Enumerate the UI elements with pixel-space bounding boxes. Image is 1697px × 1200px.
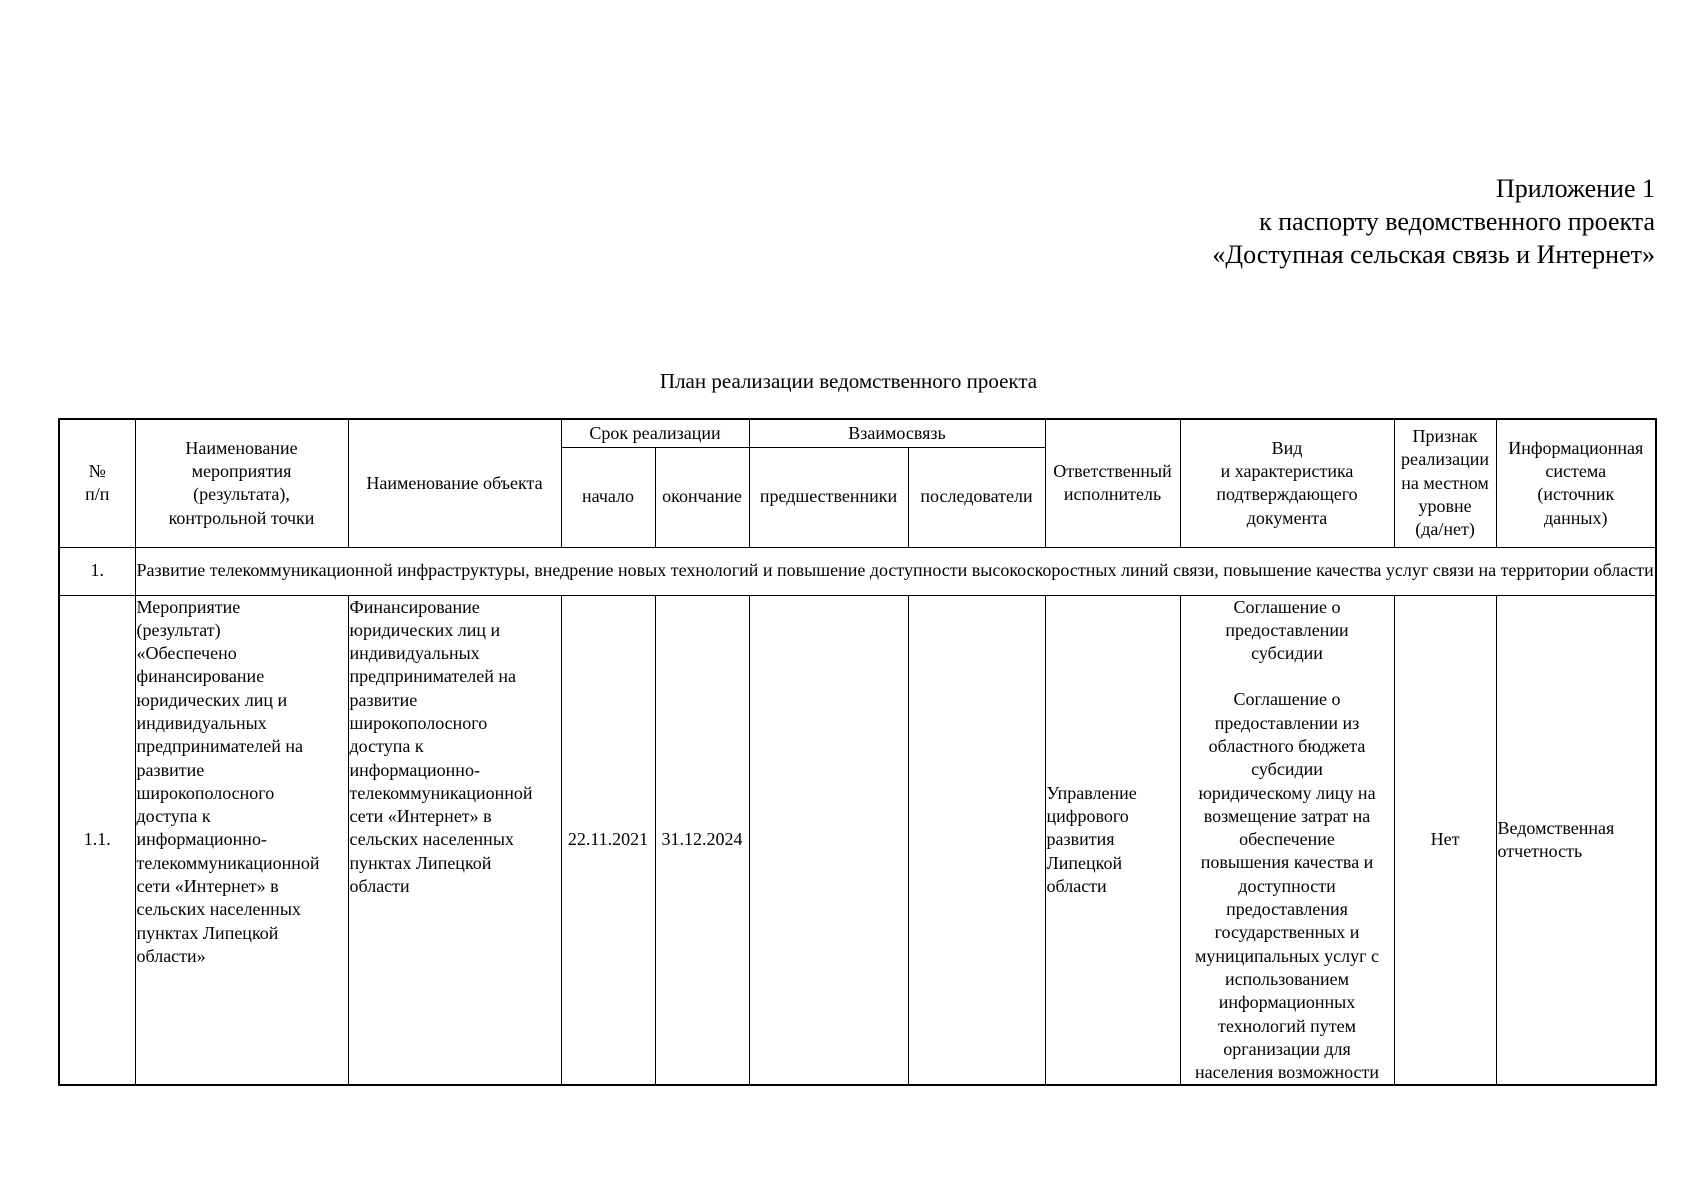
row-object: Финансирование юридических лиц и индивидуальных предпринимателей на развитие широкополосного доступа к информационно- телекоммуникационной сети «Интернет» в сельских населенных пунктах Липецкой области <box>348 595 561 1085</box>
appendix-line-2: к паспорту ведомственного проекта <box>1259 207 1655 236</box>
row-predecessors <box>749 595 908 1085</box>
header-event-name: Наименование мероприятия (результата), контрольной точки <box>135 419 348 547</box>
header-document: Вид и характеристика подтверждающего документа <box>1180 419 1394 547</box>
header-end: окончание <box>655 447 749 547</box>
header-object-name: Наименование объекта <box>348 419 561 547</box>
row-local-sign: Нет <box>1394 595 1496 1085</box>
header-successors: последователи <box>908 447 1045 547</box>
appendix-header <box>1212 172 1655 271</box>
header-executor: Ответственный исполнитель <box>1045 419 1180 547</box>
row-document <box>1180 595 1394 1085</box>
table-row <box>59 595 1656 1085</box>
row-start-date: 22.11.2021 <box>561 595 655 1085</box>
plan-title: План реализации ведомственного проекта <box>659 369 1038 393</box>
row-end-date: 31.12.2024 <box>655 595 749 1085</box>
row-executor: Управление цифрового развития Липецкой области <box>1045 595 1180 1085</box>
appendix-line-3: «Доступная сельская связь и Интернет» <box>1212 240 1655 269</box>
header-relation: Взаимосвязь <box>749 419 1045 447</box>
section-num: 1. <box>59 547 135 595</box>
row-document-part-1: Соглашение о предоставлении субсидии <box>1225 596 1349 664</box>
row-document-gap <box>1182 665 1393 688</box>
row-successors <box>908 595 1045 1085</box>
row-info-system: Ведомственная отчетность <box>1496 595 1656 1085</box>
section-title: Развитие телекоммуникационной инфраструктуры, внедрение новых технологий и повышение доступности высокоскоростных линий связи, повышение качества услуг связи на территории области <box>135 547 1656 595</box>
row-num: 1.1. <box>59 595 135 1085</box>
header-start: начало <box>561 447 655 547</box>
row-event: Мероприятие (результат) «Обеспечено финансирование юридических лиц и индивидуальных предпринимателей на развитие широкополосного доступа к информационно- телекоммуникационной сети «Интернет» в сельских населенных пунктах Липецкой области» <box>135 595 348 1085</box>
plan-table <box>58 418 1657 1086</box>
header-num: № п/п <box>59 419 135 547</box>
header-term: Срок реализации <box>561 419 749 447</box>
row-document-part-2: Соглашение о предоставлении из областного бюджета субсидии юридическому лицу на возмещение затрат на обеспечение повышения качества и доступности предоставления государственных и муниципальных услуг с использованием информационных технологий путем организации для населения возможности <box>1195 689 1380 1083</box>
header-predecessors: предшественники <box>749 447 908 547</box>
header-local-sign: Признак реализации на местном уровне (да/нет) <box>1394 419 1496 547</box>
appendix-line-1: Приложение 1 <box>1495 174 1655 203</box>
section-row <box>59 547 1656 595</box>
header-info-system: Информационная система (источник данных) <box>1496 419 1656 547</box>
header-row-1 <box>59 419 1656 447</box>
